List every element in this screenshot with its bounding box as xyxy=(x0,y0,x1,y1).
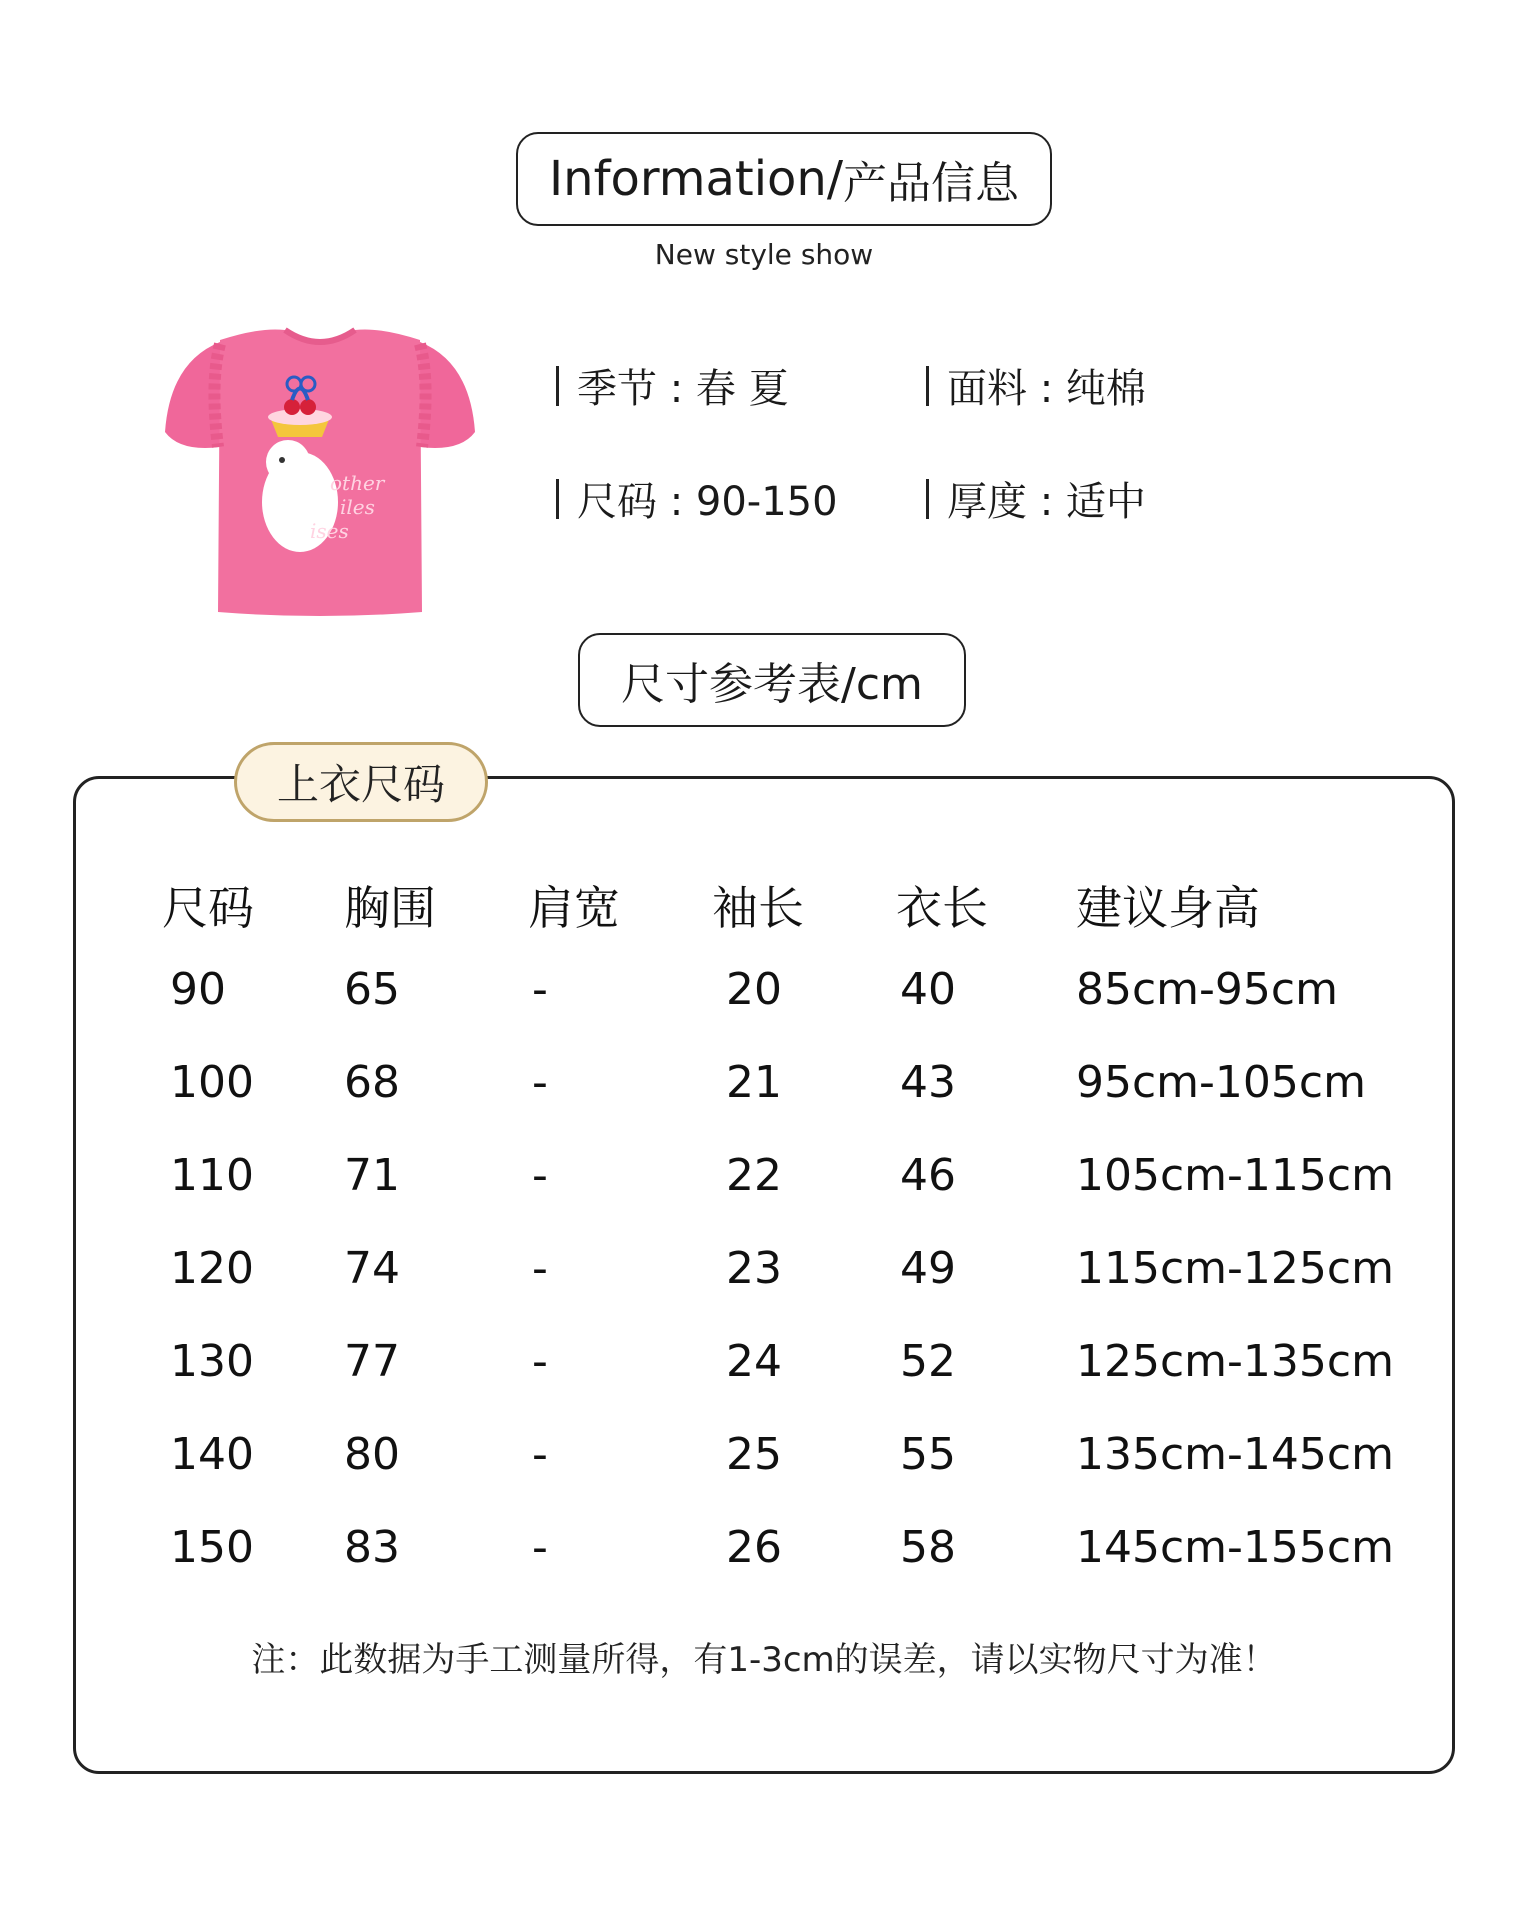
cell-length: 52 xyxy=(900,1336,956,1387)
cell-size: 130 xyxy=(170,1336,254,1387)
attr-fabric: 面料 : 纯棉 xyxy=(926,357,1146,414)
cell-chest: 68 xyxy=(344,1057,400,1108)
info-title-cn: 产品信息 xyxy=(843,158,1020,209)
info-title-box xyxy=(516,132,1052,226)
attr-season: 季节 : 春 夏 xyxy=(556,357,789,414)
cell-shoulder: - xyxy=(532,1429,548,1480)
cell-size: 150 xyxy=(170,1522,254,1573)
cell-shoulder: - xyxy=(532,1057,548,1108)
cell-sleeve: 20 xyxy=(726,964,782,1015)
cell-chest: 80 xyxy=(344,1429,400,1480)
cell-height: 105cm-115cm xyxy=(1076,1150,1394,1201)
divider xyxy=(556,479,559,519)
cell-height: 85cm-95cm xyxy=(1076,964,1338,1015)
cell-sleeve: 25 xyxy=(726,1429,782,1480)
divider xyxy=(556,366,559,406)
cell-height: 135cm-145cm xyxy=(1076,1429,1394,1480)
pink-tshirt-image xyxy=(160,322,480,622)
cell-chest: 74 xyxy=(344,1243,400,1294)
cell-chest: 77 xyxy=(344,1336,400,1387)
header-height: 建议身高 xyxy=(1076,881,1260,935)
cell-sleeve: 21 xyxy=(726,1057,782,1108)
cell-size: 110 xyxy=(170,1150,254,1201)
divider xyxy=(926,479,929,519)
cell-height: 115cm-125cm xyxy=(1076,1243,1394,1294)
cell-size: 120 xyxy=(170,1243,254,1294)
cell-length: 58 xyxy=(900,1522,956,1573)
cell-height: 125cm-135cm xyxy=(1076,1336,1394,1387)
header-sleeve: 袖长 xyxy=(712,881,804,935)
cell-sleeve: 24 xyxy=(726,1336,782,1387)
size-chart-title: 尺寸参考表/cm xyxy=(578,633,966,727)
header-size: 尺码 xyxy=(162,881,254,935)
cell-height: 95cm-105cm xyxy=(1076,1057,1366,1108)
cell-size: 90 xyxy=(170,964,226,1015)
cell-shoulder: - xyxy=(532,1522,548,1573)
cell-shoulder: - xyxy=(532,1150,548,1201)
cell-size: 140 xyxy=(170,1429,254,1480)
cell-chest: 83 xyxy=(344,1522,400,1573)
cell-length: 55 xyxy=(900,1429,956,1480)
header-length: 衣长 xyxy=(896,881,988,935)
info-title-en: Information/ xyxy=(548,151,844,207)
attr-size: 尺码 : 90-150 xyxy=(556,470,838,527)
measurement-note: 注：此数据为手工测量所得，有1-3cm的误差，请以实物尺寸为准！ xyxy=(251,1640,1277,1680)
cell-sleeve: 26 xyxy=(726,1522,782,1573)
cell-chest: 65 xyxy=(344,964,400,1015)
header-shoulder: 肩宽 xyxy=(528,881,620,935)
cell-size: 100 xyxy=(170,1057,254,1108)
divider xyxy=(926,366,929,406)
top-size-tab: 上衣尺码 xyxy=(234,742,488,822)
attr-thickness: 厚度 : 适中 xyxy=(926,470,1146,527)
header-chest: 胸围 xyxy=(344,881,436,935)
cell-length: 46 xyxy=(900,1150,956,1201)
subtitle: New style show xyxy=(654,238,874,271)
cell-shoulder: - xyxy=(532,1243,548,1294)
cell-length: 43 xyxy=(900,1057,956,1108)
cell-length: 49 xyxy=(900,1243,956,1294)
cell-height: 145cm-155cm xyxy=(1076,1522,1394,1573)
cell-sleeve: 22 xyxy=(726,1150,782,1201)
cell-length: 40 xyxy=(900,964,956,1015)
svg-text:other: other xyxy=(330,471,385,495)
cell-shoulder: - xyxy=(532,964,548,1015)
cell-chest: 71 xyxy=(344,1150,400,1201)
svg-text:ises: ises xyxy=(310,519,349,543)
svg-text:iles: iles xyxy=(340,495,375,519)
cell-sleeve: 23 xyxy=(726,1243,782,1294)
cell-shoulder: - xyxy=(532,1336,548,1387)
